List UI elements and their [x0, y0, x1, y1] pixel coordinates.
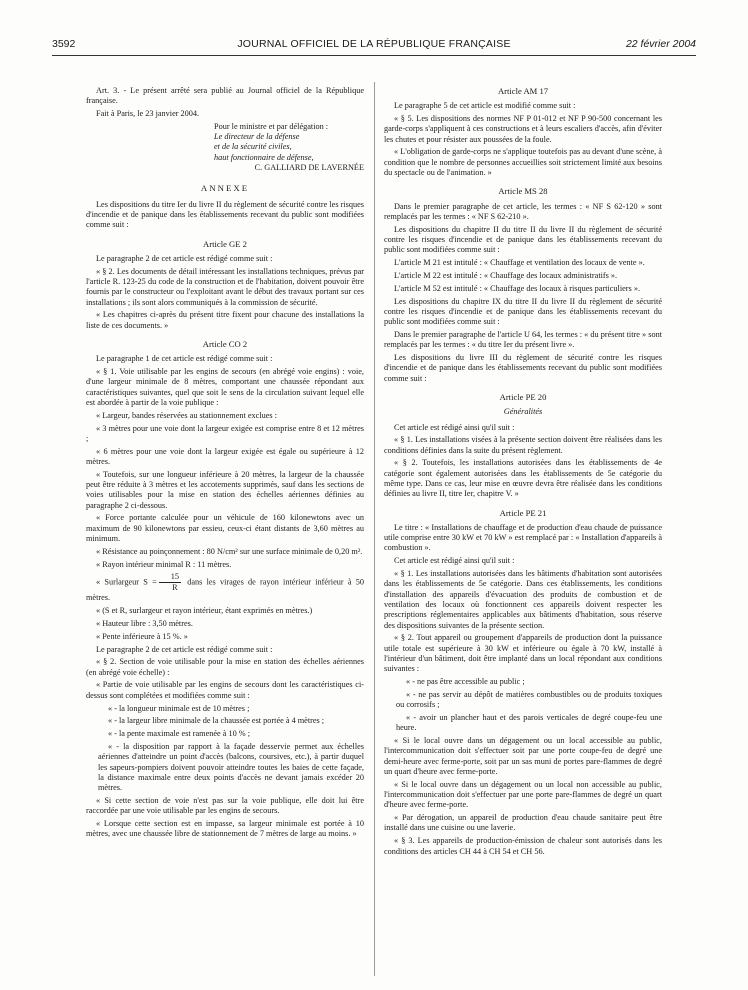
article-am17-body [384, 101, 662, 178]
list-item: « - la largeur libre minimale de la chaussée est portée à 4 mètres ; [108, 716, 325, 726]
right-column [384, 86, 662, 859]
fraction: $\frac{15}{R}$ [159, 572, 181, 593]
surlargeur-formula: « Surlargeur S = $\frac{15}{R}$ dans les virages de rayon intérieur inférieur à 50 mètres. [86, 572, 364, 603]
paragraph: « (S et R, surlargeur et rayon intérieur, étant exprimés en mètres.) [96, 606, 313, 616]
article-heading: Article CO 2 [202, 338, 248, 349]
paragraph: « Si cette section de voie n'est pas sur la voie publique, elle doit lui être raccordée par une voie utilisable par les engins de secours. [86, 795, 364, 816]
paragraph: « Partie de voie utilisable par les engins de secours dont les caractéristiques ci-dessus sont complétées et modifiées comme suit : [86, 680, 364, 700]
paragraph: « § 1. Voie utilisable par les engins de secours (en abrégé voie engins) : voie, d'une largeur minimale de 8 mètres, comportant une chaussée répondant aux caractéristiques suivantes, quel que soit le sens de la circulation suivant lequel elle est abordée à partir de la voie publique : [86, 367, 364, 407]
paragraph: Le paragraphe 5 de cet article est modifié comme suit : [394, 101, 576, 111]
paragraph: « Par dérogation, un appareil de production d'eau chaude sanitaire peut être installé dans une cuisine ou une laverie. [384, 813, 662, 833]
paragraph: « § 2. Tout appareil ou groupement d'appareils de production dont la puissance utile totale est supérieure à 30 kW et inférieure ou égale à 70 kW, installé à l'intérieur d'un bâtiment, doit être implanté dans un local répondant aux conditions suivantes : [384, 633, 662, 674]
article-heading: Article AM 17 [497, 86, 549, 96]
signatory-name: C. GALLIARD DE LAVERNÉE [254, 163, 364, 173]
list-item: « - la pente maximale est ramenée à 10 % ; [108, 729, 251, 739]
page-number: 3592 [52, 38, 76, 50]
signature-block [214, 122, 364, 173]
paragraph: L'article M 21 est intitulé : « Chauffage et ventilation des locaux de vente ». [394, 258, 645, 268]
article-heading: Article PE 21 [499, 507, 547, 518]
list-item: « - la disposition par rapport à la façade desservie permet aux échelles aériennes d'atteindre un point d'accès (balcons, coursives, etc.), à partir duquel les sapeurs-pompiers doivent pouvoir atteindre toutes les baies de cette façade, la distance maximale entre deux points d'accès ne devant jamais excéder 20 mètres. [98, 741, 364, 793]
article-pe20-body [384, 423, 662, 500]
list-item: « - ne pas être accessible au public ; [406, 677, 525, 687]
paragraph: Les dispositions du livre III du règlement de sécurité contre les risques d'incendie et de panique dans les établissements recevant du public sont modifiées comme suit : [384, 353, 662, 383]
paragraph: « Hauteur libre : 3,50 mètres. [96, 618, 193, 628]
article-ge2-body [86, 254, 364, 331]
list-item: « - avoir un plancher haut et des parois verticales de degré coupe-feu une heure. [396, 712, 662, 733]
journal-title: JOURNAL OFFICIEL DE LA RÉPUBLIQUE FRANÇAISE [237, 38, 511, 50]
paragraph: Le paragraphe 2 de cet article est rédigé comme suit : [96, 253, 273, 263]
article-pe21-end [384, 736, 662, 857]
paragraph: L'article M 52 est intitulé : « Chauffage des locaux à risques particuliers ». [394, 283, 641, 293]
paragraph: « Largeur, bandes réservées au stationnement exclues : [96, 410, 277, 420]
paragraph: « § 5. Les dispositions des normes NF P 01-012 et NF P 90-500 concernant les garde-corps s'appliquent à ces constructions et à leurs escaliers d'accès, afin d'éviter les chutes et pour résister aux poussées de la foule. [384, 114, 662, 144]
left-column [86, 86, 364, 842]
list-item: « - ne pas servir au dépôt de matières combustibles ou de produits toxiques ou corrosifs ; [396, 689, 662, 710]
article-co2-body [86, 354, 364, 570]
section-subtitle: Généralités [503, 407, 543, 417]
paragraph: « Force portante calculée pour un véhicule de 160 kilonewtons avec un maximum de 90 kilonewtons par essieu, ceux-ci étant distants de 3,60 mètres au minimum. [86, 513, 364, 543]
paragraph: « 6 mètres pour une voie dont la largeur exigée est égale ou supérieure à 12 mètres. [86, 446, 364, 466]
article-3-paragraph: Art. 3. - Le présent arrêté sera publié au Journal officiel de la République française. [86, 86, 364, 106]
paragraph: Le paragraphe 2 de cet article est rédigé comme suit : [96, 644, 273, 654]
paragraph: « 3 mètres pour une voie dont la largeur exigée est comprise entre 8 et 12 mètres ; [86, 423, 364, 443]
paragraph: Le paragraphe 1 de cet article est rédigé comme suit : [96, 354, 273, 364]
paragraph: « § 2. Toutefois, les installations autorisées dans les établissements de 4e catégorie sont également autorisées dans les établissements de 5e catégorie du même type. Dans ce cas, leur mise en œuvre devra être réalisée dans les conditions définies au livre II, titre Ier, chapitre V. » [384, 458, 662, 499]
signature-line: Le directeur de la défense [214, 132, 300, 142]
paragraph: « Si le local ouvre dans un dégagement ou un local non accessible au public, l'intercommunication doit s'effectuer par une porte pare-flammes de degré un quart d'heure avec ferme-porte. [384, 779, 662, 810]
paragraph: Le titre : « Installations de chauffage et de production d'eau chaude de puissance utile comprise entre 30 kW et 70 kW » est remplacé par : « Installation d'appareils à combustion ». [384, 522, 662, 553]
paragraph: « § 2. Les documents de détail intéressant les installations techniques, prévus par l'article R. 123-25 du code de la construction et de l'habitation, doivent pouvoir être fournis par le constructeur ou l'exploitant avant le début des travaux portant sur ces installations ; ils sont alors communiqués à la commission de sécurité. [86, 266, 364, 307]
paragraph: Cet article est rédigé ainsi qu'il suit : [394, 556, 515, 566]
signature-line: haut fonctionnaire de défense, [214, 152, 314, 162]
paragraph: Dans le premier paragraphe de cet article, les termes : « NF S 62-120 » sont remplacés par les termes : « NF S 62-210 ». [384, 201, 662, 221]
paragraph: Cet article est rédigé ainsi qu'il suit : [394, 422, 515, 432]
article-heading: Article GE 2 [203, 238, 247, 249]
paragraph: « Si le local ouvre dans un dégagement ou un local accessible au public, l'intercommunication doit s'effectuer soit par une porte coupe-feu de degré une demi-heure avec ferme-porte, soit par un sas muni de portes pare-flammes de degré un quart d'heure avec ferme-porte. [384, 736, 662, 776]
header-rule [52, 55, 696, 56]
annexe-title: ANNEXE [200, 183, 250, 194]
paragraph: « Les chapitres ci-après du présent titre fixent pour chacune des installations la liste de ces documents. » [86, 310, 364, 330]
issue-date: 22 février 2004 [625, 38, 696, 50]
paragraph: L'article M 22 est intitulé : « Chauffage des locaux administratifs ». [394, 270, 618, 280]
paragraph: « § 1. Les installations visées à la présente section doivent être réalisées dans les conditions définies dans la suite du présent règlement. [384, 435, 662, 455]
article-ms28-body [384, 202, 662, 384]
article-co2-continued [86, 606, 364, 701]
article-pe21-body [384, 523, 662, 675]
paragraph: « Lorsque cette section est en impasse, sa largeur minimale est portée à 10 mètres, avec une chaussée libre de stationnement de 7 mètres de large au moins. » [86, 819, 364, 839]
signature-line: Pour le ministre et par délégation : [214, 121, 329, 131]
paragraph: « L'obligation de garde-corps ne s'applique toutefois pas au devant d'une scène, à condition que le nombre de personnes accueillies soit strictement limité aux besoins du spectacle ou de l'animation. » [384, 147, 662, 178]
local-conditions [384, 677, 662, 733]
column-divider [374, 82, 375, 976]
page-header [52, 38, 696, 56]
signed-date: Fait à Paris, le 23 janvier 2004. [96, 109, 200, 119]
paragraph: « Rayon intérieur minimal R : 11 mètres. [96, 559, 232, 569]
voie-echelle-conditions [86, 704, 364, 794]
paragraph: « § 3. Les appareils de production-émission de chaleur sont autorisés dans les conditions des articles CH 44 à CH 54 et CH 56. [384, 836, 662, 856]
paragraph: « § 1. Les installations autorisées dans les bâtiments d'habitation sont autorisées dans les établissements de 5e catégorie. Dans ces établissements, les conditions d'installation des appareils d'évacuation des produits de combustion et de ventilation des locaux où fonctionnent ces appareils doivent respecter les prescriptions réglementaires applicables aux bâtiments d'habitation, sous réserve des dispositions suivantes de la présente section. [384, 569, 662, 630]
list-item: « - la longueur minimale est de 10 mètres ; [108, 703, 250, 713]
paragraph: Dans le premier paragraphe de l'article U 64, les termes : « du présent titre » sont remplacés par les termes : « du titre Ier du présent livre ». [384, 329, 662, 350]
annexe-intro: Les dispositions du titre Ier du livre II du règlement de sécurité contre les risques d'incendie et de panique dans les établissements recevant du public sont modifiées comme suit : [86, 199, 364, 230]
paragraph: « Pente inférieure à 15 %. » [96, 631, 188, 641]
paragraph: Les dispositions du chapitre II du titre II du livre II du règlement de sécurité contre les risques d'incendie et de panique dans les établissements recevant du public sont modifiées comme suit : [384, 224, 662, 255]
paragraph: « Toutefois, sur une longueur inférieure à 20 mètres, la largeur de la chaussée peut être réduite à 3 mètres et les accotements supprimés, sauf dans les sections de voies utilisables pour la mise en station des échelles aériennes définies au paragraphe 2 ci-dessous. [86, 469, 364, 510]
article-heading: Article MS 28 [498, 186, 548, 197]
paragraph: « Résistance au poinçonnement : 80 N/cm² sur une surface minimale de 0,20 m². [96, 546, 363, 556]
article-co2-end [86, 796, 364, 840]
article-heading: Article PE 20 [499, 391, 547, 402]
signature-line: et de la sécurité civiles, [214, 142, 292, 152]
paragraph: « § 2. Section de voie utilisable pour la mise en station des échelles aériennes (en abrégé voie échelle) : [86, 657, 364, 677]
paragraph: Les dispositions du chapitre IX du titre II du livre II du règlement de sécurité contre les risques d'incendie et de panique dans les établissements recevant du public sont modifiées comme suit : [384, 296, 662, 327]
